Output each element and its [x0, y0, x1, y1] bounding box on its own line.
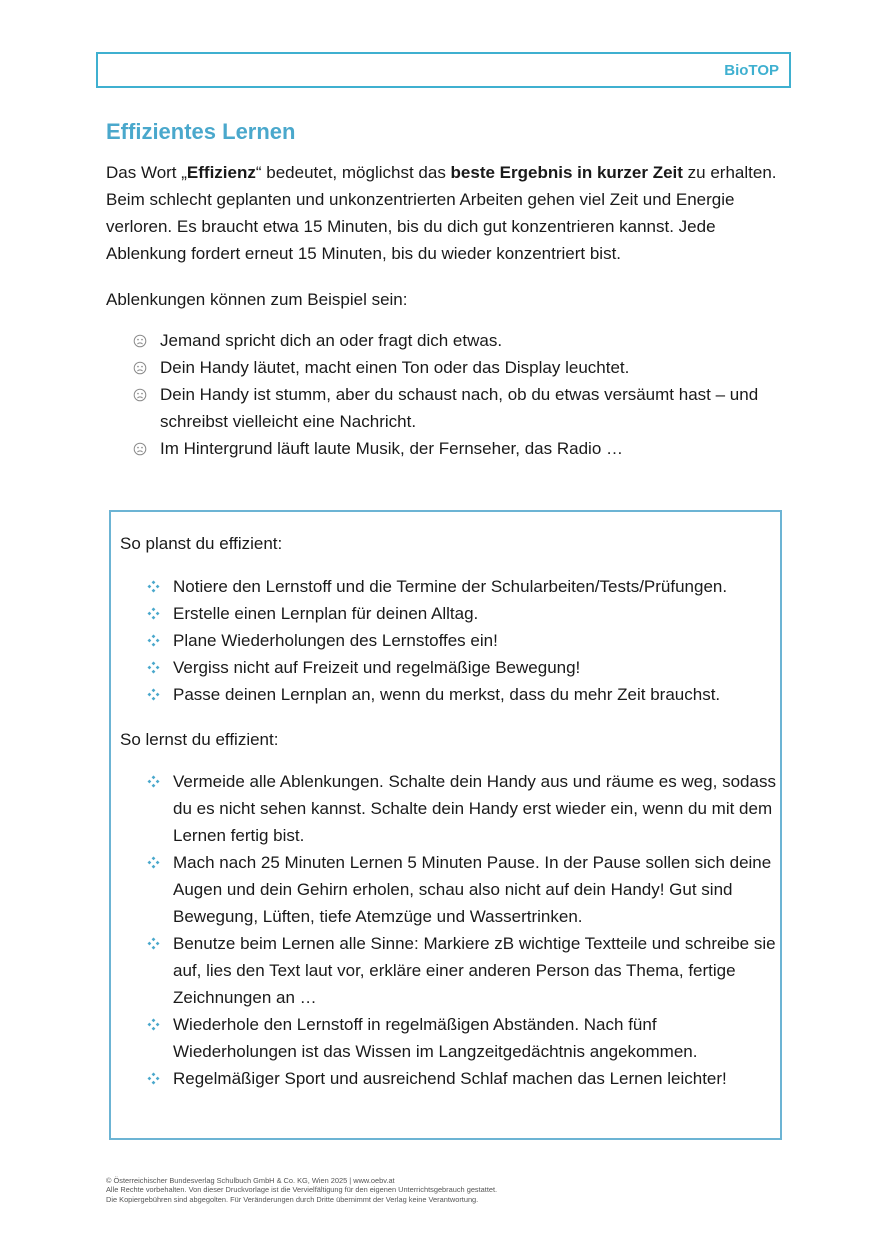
list-item [147, 627, 777, 654]
footer-copyright: © Österreichischer Bundesverlag Schulbuch GmbH & Co. KG, Wien 2025 | www.oebv.at [106, 1176, 395, 1185]
diamond-bullet-icon [147, 1018, 160, 1031]
distractions-lead: Ablenkungen können zum Beispiel sein: [106, 290, 408, 309]
distractions-list [130, 327, 790, 462]
plan-item-text: Erstelle einen Lernplan für deinen Alltag. [173, 604, 479, 623]
list-item [147, 1011, 777, 1065]
plan-heading: So planst du effizient: [120, 534, 283, 553]
intro-bold-goal: beste Ergebnis in kurzer Zeit [450, 163, 683, 182]
distraction-text: Dein Handy ist stumm, aber du schaust nach, ob du etwas versäumt hast – und schreibst vielleicht eine Nachricht. [160, 385, 759, 431]
learn-item-text: Wiederhole den Lernstoff in regelmäßigen Abständen. Nach fünf Wiederholungen ist das Wissen im Langzeitgedächtnis angekommen. [173, 1015, 698, 1061]
plan-item-text: Vergiss nicht auf Freizeit und regelmäßige Bewegung! [173, 658, 581, 677]
plan-item-text: Notiere den Lernstoff und die Termine der Schularbeiten/Tests/Prüfungen. [173, 577, 728, 596]
diamond-bullet-icon [147, 607, 160, 620]
list-item [147, 573, 777, 600]
frowning-face-icon [133, 388, 147, 402]
list-item [130, 327, 790, 354]
page-title: Effizientes Lernen [106, 119, 296, 144]
brand-label: BioTOP [724, 62, 779, 79]
intro-paragraph [106, 159, 796, 267]
list-item [147, 930, 777, 1011]
diamond-bullet-icon [147, 856, 160, 869]
list-item [130, 381, 790, 435]
intro-bold-term: Effizienz [186, 163, 256, 182]
learn-item-text: Benutze beim Lernen alle Sinne: Markiere zB wichtige Textteile und schreibe sie auf, lies den Text laut vor, erkläre einer anderen Person das Thema, fertige Zeichnungen an … [173, 934, 776, 1007]
learn-item-text: Mach nach 25 Minuten Lernen 5 Minuten Pause. In der Pause sollen sich deine Augen und dein Gehirn erholen, schau also nicht auf dein Handy! Gut sind Bewegung, Lüften, tiefe Atemzüge und Wassertrinken. [173, 853, 772, 926]
frowning-face-icon [133, 334, 147, 348]
frowning-face-icon [133, 442, 147, 456]
list-item [147, 1065, 777, 1092]
list-item [147, 654, 777, 681]
footer [106, 1176, 806, 1204]
list-item [147, 681, 777, 708]
list-item [130, 354, 790, 381]
distraction-text: Jemand spricht dich an oder fragt dich etwas. [160, 331, 503, 350]
list-item [147, 768, 777, 849]
tips-box [109, 510, 782, 1140]
learn-heading: So lernst du effizient: [120, 730, 279, 749]
intro-text-2: “ bedeutet, möglichst das [255, 163, 451, 182]
diamond-bullet-icon [147, 580, 160, 593]
footer-rights: Alle Rechte vorbehalten. Von dieser Druckvorlage ist die Vervielfältigung für den eigenen Unterrichtsgebrauch gestattet. [106, 1185, 498, 1195]
diamond-bullet-icon [147, 661, 160, 674]
frowning-face-icon [133, 361, 147, 375]
diamond-bullet-icon [147, 775, 160, 788]
diamond-bullet-icon [147, 937, 160, 950]
footer-disclaimer: Die Kopiergebühren sind abgegolten. Für Veränderungen durch Dritte übernimmt der Verlag keine Verantwortung. [106, 1194, 479, 1204]
diamond-bullet-icon [147, 1072, 160, 1085]
distraction-text: Im Hintergrund läuft laute Musik, der Fernseher, das Radio … [160, 439, 623, 458]
plan-item-text: Plane Wiederholungen des Lernstoffes ein! [173, 631, 498, 650]
learn-list [147, 768, 777, 1092]
distraction-text: Dein Handy läutet, macht einen Ton oder das Display leuchtet. [160, 358, 630, 377]
diamond-bullet-icon [147, 634, 160, 647]
learn-item-text: Vermeide alle Ablenkungen. Schalte dein Handy aus und räume es weg, sodass du es nicht sehen kannst. Schalte dein Handy erst wieder ein, wenn du mit dem Lernen fertig bist. [173, 772, 776, 845]
learn-item-text: Regelmäßiger Sport und ausreichend Schlaf machen das Lernen leichter! [173, 1069, 727, 1088]
list-item [147, 600, 777, 627]
diamond-bullet-icon [147, 688, 160, 701]
header-box [96, 52, 791, 88]
intro-text-1: Das Wort „ [106, 163, 187, 182]
list-item [147, 849, 777, 930]
plan-list [147, 573, 777, 708]
plan-item-text: Passe deinen Lernplan an, wenn du merkst, dass du mehr Zeit brauchst. [173, 685, 721, 704]
list-item [130, 435, 790, 462]
intro-text-3: zu erhalten. Beim schlecht geplanten und unkonzentrierten Arbeiten gehen viel Zeit und Energie verloren. Es braucht etwa 15 Minuten, bis du dich gut konzentrieren kannst. Jede Ablenkung fordert erneut 15 Minuten, bis du wieder konzentriert bist. [106, 163, 777, 263]
